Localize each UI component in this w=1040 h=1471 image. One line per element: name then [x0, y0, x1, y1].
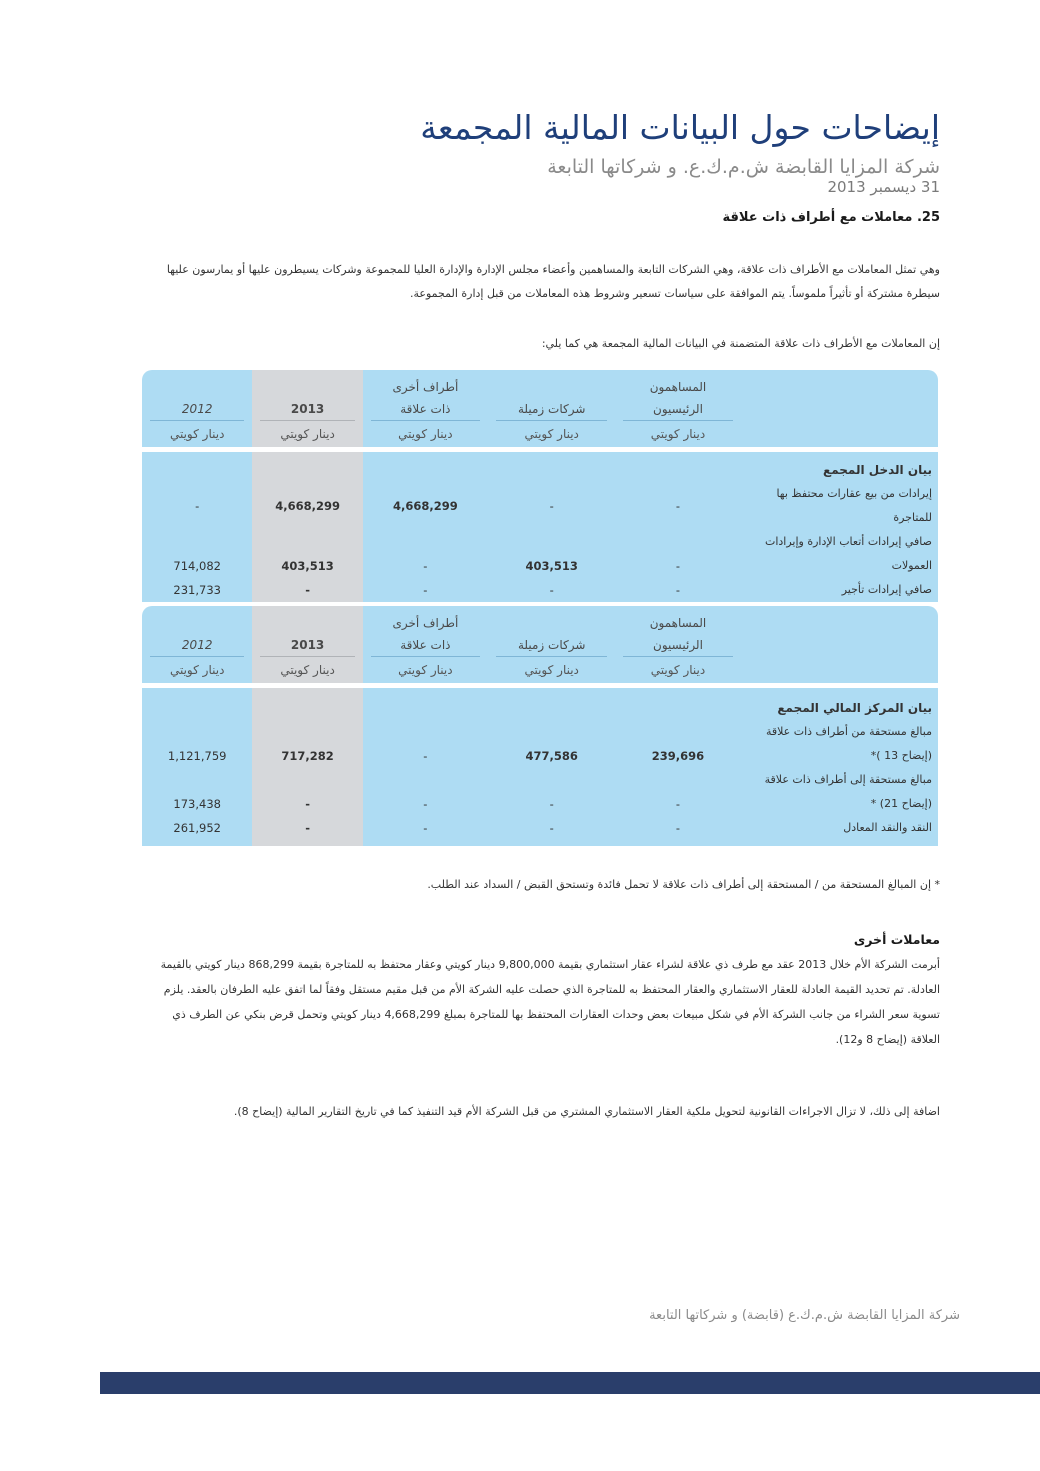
cell-value: 403,513	[252, 530, 362, 578]
header-unit: دينار كويتي	[623, 420, 732, 447]
cell-value: -	[615, 768, 740, 816]
cell-value: 714,082	[142, 530, 252, 578]
cell-value: 717,282	[252, 720, 362, 768]
header-shareholders	[615, 370, 740, 447]
cell-value: -	[488, 578, 615, 602]
header-unit: دينار كويتي	[623, 656, 732, 683]
cell-value: -	[252, 768, 362, 816]
cell-value: 173,438	[142, 768, 252, 816]
header-text: شركات زميلة	[517, 638, 586, 652]
header-2013	[252, 606, 362, 683]
header-unit: دينار كويتي	[260, 420, 354, 447]
cell-value: 403,513	[488, 530, 615, 578]
income-statement-table	[142, 370, 938, 602]
cell-value: 477,586	[488, 720, 615, 768]
financial-position-table	[142, 606, 938, 846]
header-text: 2012	[181, 402, 213, 416]
cell-value: 4,668,299	[252, 482, 362, 530]
cell-value: 261,952	[142, 816, 252, 846]
header-text: ذات علاقة	[400, 638, 451, 652]
cell-value: -	[252, 578, 362, 602]
table-row	[142, 720, 938, 768]
table-row	[142, 768, 938, 816]
cell-value: 1,121,759	[142, 720, 252, 768]
other-transactions-body: أبرمت الشركة الأم خلال 2013 عقد مع طرف ذي علاقة لشراء عقار استثماري بقيمة 9,800,000 دينار كويتي وعقار محتفظ به للمتاجرة بقيمة 868,299 دينار كويتي بالقيمة العادلة. تم تحديد القيمة العادلة للعقار الاستثماري والعقار المحتفظ به للمتاجرة الذي حصلت عليه الشركة الأم من قبل مقيم مستقل وفقاً لما اتفق عليه الطرفان بالعقد. يلزم تسوية سعر الشراء من جانب الشركة الأم في شكل مبيعات بعض وحدات العقارات المحتفظ بها للمتاجرة بمبلغ 4,668,299 دينار كويتي وتحمل قرض بنكي عن الطرف ذي العلاقة (إيضاح 8 و12).	[160, 958, 940, 1046]
section-heading: 25. معاملات مع أطراف ذات علاقة	[722, 210, 940, 225]
other-transactions-heading: معاملات أخرى	[853, 932, 940, 947]
row-label: مبالغ مستحقة من أطراف ذات علاقة (إيضاح 13 )*	[741, 720, 938, 768]
header-text: 2013	[290, 638, 325, 652]
header-2013	[252, 370, 362, 447]
other-transactions-body-2: اضافة إلى ذلك، لا تزال الاجراءات القانونية لتحويل ملكية العقار الاستثماري المشتري من قبل الشركة الأم قيد التنفيذ كما في تاريخ التقارير المالية (إيضاح 8).	[233, 1105, 940, 1118]
cell-value: -	[488, 768, 615, 816]
cell-value: -	[488, 816, 615, 846]
header-label-cell	[741, 606, 938, 683]
table-row	[142, 452, 938, 482]
header-text: أطراف أخرى	[392, 380, 459, 394]
row-heading: بيان المركز المالي المجمع	[741, 688, 938, 720]
row-label: مبالغ مستحقة إلى أطراف ذات علاقة (إيضاح 21) *	[741, 768, 938, 816]
cell-value: -	[363, 578, 488, 602]
cell-value: -	[363, 816, 488, 846]
row-heading: بيان الدخل المجمع	[741, 452, 938, 482]
cell-value: -	[615, 816, 740, 846]
header-other-parties	[363, 370, 488, 447]
intro-paragraph: وهي تمثل المعاملات مع الأطراف ذات علاقة، وهي الشركات التابعة والمساهمين وأعضاء مجلس الإدارة والإدارة العليا للمجموعة وشركات يسيطرون عليها أو يمارسون عليها سيطرة مشتركة أو تأثيراً ملموساً. يتم الموافقة على سياسات تسعير وشروط هذه المعاملات من قبل إدارة المجموعة.	[166, 263, 940, 300]
page-title: إيضاحات حول البيانات المالية المجمعة	[420, 108, 940, 147]
table-row	[142, 816, 938, 846]
header-other-parties	[363, 606, 488, 683]
header-text: المساهمون	[649, 380, 707, 394]
lead-paragraph: إن المعاملات مع الأطراف ذات علاقة المتضمنة في البيانات المالية المجمعة هي كما يلي:	[541, 337, 940, 350]
cell-value: -	[488, 482, 615, 530]
table-row	[142, 578, 938, 602]
header-unit: دينار كويتي	[496, 420, 607, 447]
header-unit: دينار كويتي	[371, 656, 480, 683]
report-date: 31 ديسمبر 2013	[827, 178, 940, 196]
table-row	[142, 688, 938, 720]
header-text: 2013	[290, 402, 325, 416]
cell-value: -	[142, 482, 252, 530]
row-label: صافي إيرادات أتعاب الإدارة وإيرادات العمولات	[741, 530, 938, 578]
header-text: شركات زميلة	[517, 402, 586, 416]
row-label: النقد والنقد المعادل	[741, 816, 938, 846]
row-label: إيرادات من بيع عقارات محتفظ بها للمتاجرة	[741, 482, 938, 530]
header-text: ذات علاقة	[400, 402, 451, 416]
header-text: الرئيسيون	[653, 402, 703, 416]
table-header-row	[142, 606, 938, 683]
header-2012	[142, 606, 252, 683]
header-associates	[488, 606, 615, 683]
header-associates	[488, 370, 615, 447]
company-subtitle: شركة المزايا القابضة ش.م.ك.ع. و شركاتها التابعة	[547, 156, 940, 178]
cell-value: 4,668,299	[363, 482, 488, 530]
header-unit: دينار كويتي	[150, 656, 244, 683]
header-unit: دينار كويتي	[371, 420, 480, 447]
header-2012	[142, 370, 252, 447]
header-text: الرئيسيون	[653, 638, 703, 652]
table-row	[142, 482, 938, 530]
cell-value: -	[363, 530, 488, 578]
header-text: المساهمون	[649, 616, 707, 630]
cell-value: 239,696	[615, 720, 740, 768]
cell-value: -	[615, 530, 740, 578]
header-unit: دينار كويتي	[150, 420, 244, 447]
header-text: أطراف أخرى	[392, 616, 459, 630]
table-row	[142, 530, 938, 578]
header-label-cell	[741, 370, 938, 447]
header-unit: دينار كويتي	[496, 656, 607, 683]
footer-company-name: شركة المزايا القابضة ش.م.ك.ع (قابضة) و شركاتها التابعة	[649, 1308, 960, 1323]
footer-bar	[100, 1372, 1040, 1394]
cell-value: 231,733	[142, 578, 252, 602]
cell-value: -	[363, 768, 488, 816]
cell-value: -	[615, 482, 740, 530]
cell-value: -	[615, 578, 740, 602]
cell-value: -	[363, 720, 488, 768]
row-label: صافي إيرادات تأجير	[741, 578, 938, 602]
cell-value: -	[252, 816, 362, 846]
table-header-row	[142, 370, 938, 447]
header-text: 2012	[181, 638, 213, 652]
header-shareholders	[615, 606, 740, 683]
table-footnote: * إن المبالغ المستحقة من / المستحقة إلى أطراف ذات علاقة لا تحمل فائدة وتستحق القبض / السداد عند الطلب.	[427, 878, 940, 891]
header-unit: دينار كويتي	[260, 656, 354, 683]
